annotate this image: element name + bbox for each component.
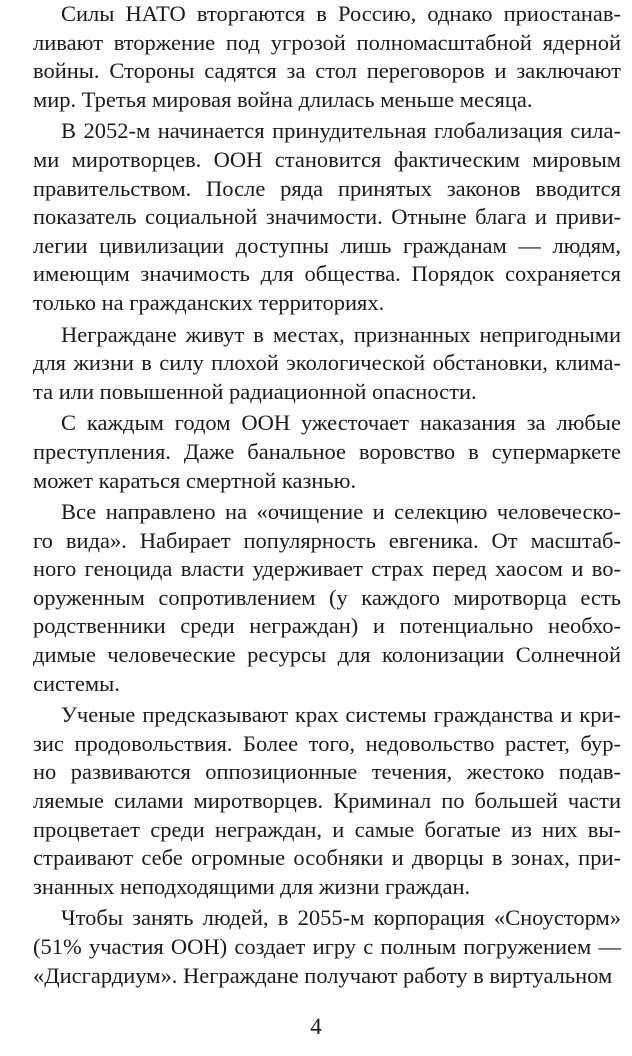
text-line: (51% участия ООН) создает игру с полным погружением —: [33, 934, 621, 959]
page-number: 4: [310, 1014, 322, 1039]
text-line: только на гражданских территориях.: [33, 289, 385, 315]
text-line: мир. Третья мировая война длилась меньше месяца.: [33, 86, 533, 112]
text-line: та или повышенной радиационной опасности.: [33, 378, 477, 404]
text-line: го вида». Набирает популярность евгеника. От масштаб-: [33, 527, 621, 553]
text-line: В 2052-м начинается принудительная глобализация сила-: [61, 118, 621, 144]
text-line: зис продовольствия. Более того, недовольство растет, бур-: [33, 730, 621, 756]
text-line: но развиваются оппозиционные течения, жестоко подав-: [33, 759, 621, 785]
text-line: ляемые силами миротворцев. Криминал по большей части: [33, 788, 621, 814]
paragraph: [33, 498, 621, 698]
text-line: имеющим значимость для общества. Порядок сохраняется: [33, 261, 621, 287]
text-line: Чтобы занять людей, в 2055-м корпорация «Сноусторм»: [61, 905, 621, 931]
text-line: Ученые предсказывают крах системы гражданства и кри-: [61, 702, 621, 728]
text-line: «Дисгардиум». Неграждане получают работу в виртуальном: [33, 962, 613, 988]
text-line: может караться смертной казнью.: [33, 467, 357, 493]
paragraph: [33, 701, 621, 901]
paragraph: [33, 409, 621, 495]
text-line: процветает среди неграждан, и самые богатые из них вы-: [33, 816, 621, 842]
text-line: войны. Стороны садятся за стол переговоров и заключают: [33, 58, 621, 84]
text-line: знанных неподходящими для жизни граждан.: [33, 873, 471, 899]
text-line: преступления. Даже банальное воровство в супермаркете: [33, 438, 621, 464]
text-line: системы.: [33, 670, 120, 696]
text-line: Все направлено на «очищение и селекцию человеческо-: [61, 499, 621, 525]
text-line: ливают вторжение под угрозой полномасштабной ядерной: [33, 29, 621, 55]
text-line: Неграждане живут в местах, признанных непригодными: [61, 321, 621, 347]
paragraph: [33, 904, 621, 990]
text-line: правительством. После ряда принятых законов вводится: [33, 175, 621, 201]
body-text: [33, 0, 621, 990]
text-line: Силы НАТО вторгаются в Россию, однако приостанав-: [61, 1, 621, 26]
text-line: родственники среди неграждан) и потенциально необхо-: [33, 613, 621, 639]
paragraph: [33, 117, 621, 317]
text-line: для жизни в силу плохой экологической обстановки, клима-: [33, 350, 621, 376]
text-line: С каждым годом ООН ужесточает наказания за любые: [61, 410, 621, 436]
paragraph: [33, 0, 621, 114]
text-line: оруженным сопротивлением (у каждого миротворца есть: [33, 584, 621, 610]
paragraph: [33, 321, 621, 407]
text-line: страивают себе огромные особняки и дворцы в зонах, при-: [33, 845, 621, 871]
text-line: ми миротворцев. ООН становится фактическим мировым: [33, 146, 621, 172]
text-line: димые человеческие ресурсы для колонизации Солнечной: [33, 642, 621, 668]
text-line: ного геноцида власти удерживает страх перед хаосом и во-: [33, 556, 621, 582]
text-line: показатель социальной значимости. Отныне блага и приви-: [33, 204, 621, 230]
text-line: легии цивилизации доступны лишь гражданам — людям,: [33, 232, 621, 258]
